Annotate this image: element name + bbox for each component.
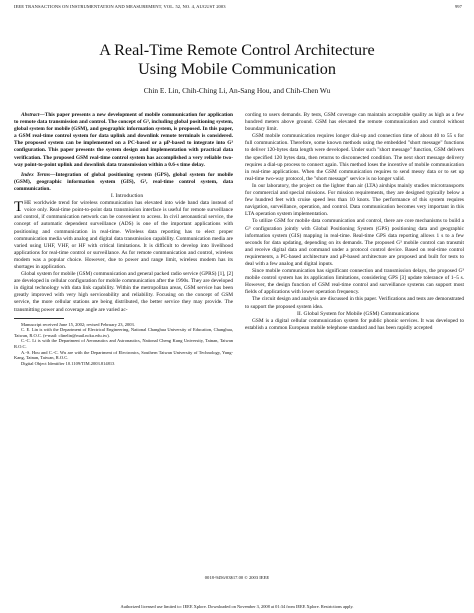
right-paragraph-6: GSM is a digital cellular communication system for public phonic services. It was developed to establish a common European mobile telephone standard and has been rapidly accepted bbox=[245, 317, 464, 331]
right-paragraph-2: In our laboratory, the project on the lighter than air (LTA) airships mainly studies microtransports for commercial and special missions. For mission requirements, they are designed typically below a few hundred feet with cruise speed less than 10 knots. The performance of this system requires navigation, surveillance, operation, and control. Data communication becomes very important in this LTA operation system implementation. bbox=[245, 182, 464, 218]
right-paragraph-4: Since mobile communication has significant connection and transmission delays, the proposed G³ mobile control system has its application limitations, considering GPS [3] update tolerance of 1–5 s. However, the design function of GSM real-time control and surveillance systems can support most fields of applications with lower operation frequency. bbox=[245, 268, 464, 296]
footnote-rule bbox=[14, 318, 64, 319]
title-line-2: Using Mobile Communication bbox=[138, 59, 336, 78]
footnote-author-2: C.-C. Li is with the Department of Aeronautics and Astronautics, National Cheng Kung University, Tainan, Taiwan R.O.C. bbox=[14, 338, 233, 349]
intro-paragraph-1-text: HE worldwide trend for wireless communication has elevated into wide band data instead of voice only. Real-time point-to-point data transmission interface is useful for remote surveillance and control, if communication network can be convenient to access. In civil aeronautical service, the concept of automatic dependent surveillance (ADS) is one of the important applications with positioning and communication in real-time. Wireless data reporting has to elect proper communication media with analog and digital data transmission capability. Communication media are varied using UHF, VHF, or HF with critical limitations. It is difficult to develop into livelihood applications for real-time control or surveillance. As for remote communication and control, wireless modem was a popular choice. However, due to power and range limit, wireless modem has its shortages in application. bbox=[14, 200, 233, 270]
right-paragraph-1: GSM mobile communication requires longer dial-up and connection time of about 40 to 55 s for full communication. Therefore, some known methods using the embedded "short message" functions to deliver 120-bytes data length were developed. Under such "short message" function, GSM delivers the specified 120 bytes data, then returns to disconnected condition. The next short message delivery requires a dial-up process to connect again. This method loses the incentive of mobile communication in real-time applications. When the GSM communication requires to send messy data or to set up real-time two-way protocol, the "short message" service is no longer valid. bbox=[245, 133, 464, 182]
running-header bbox=[14, 4, 462, 12]
intro-paragraph-2: Global system for mobile (GSM) communication and general packed radio service (GPRS) [1], [2] are developed in cellular configuration for mobile communication after the 1990s. They are developed in digital technology with data link capability. Within the metropolitan areas, GSM service has been greatly improved with very high serviceability and reliability. Focusing on the concept of GSM service, the more cellular stations are being distributed, the better service they may provide. The transmitting power and coverage angle are varied ac- bbox=[14, 271, 233, 313]
section-heading-gsm: II. Global System for Mobile (GSM) Communications bbox=[297, 310, 419, 317]
journal-name: IEEE TRANSACTIONS ON INSTRUMENTATION AND MEASUREMENT, VOL. 52, NO. 4, AUGUST 2003 bbox=[14, 4, 226, 9]
left-column bbox=[14, 112, 233, 366]
section-heading-introduction: I. Introduction bbox=[110, 193, 144, 200]
index-terms bbox=[14, 172, 233, 193]
footnotes bbox=[14, 318, 233, 367]
drop-cap: T bbox=[14, 199, 24, 216]
abstract-label: Abstract— bbox=[21, 112, 45, 118]
footnote-author-1: C. E. Lin is with the Department of Electrical Engineering, National Changhua University of Education, Changhua, Taiwan, R.O.C. (e-mail: clinelin@mail.ncku.edu.tw). bbox=[14, 327, 233, 338]
license-notice: Authorized licensed use limited to: IEEE Xplore. Downloaded on November 3, 2008 at 01:34 from IEEE Xplore. Restrictions apply. bbox=[120, 604, 354, 609]
footnote-doi: Digital Object Identifier 10.1109/TIM.2003.814813 bbox=[21, 360, 115, 366]
paper-title bbox=[0, 41, 474, 78]
right-paragraph-0: cording to users demands. By tests, GSM coverage can maintain acceptable quality as high as a few hundred meters above ground. GSM has elevated the remote communication and control without boundary limit. bbox=[245, 112, 464, 133]
right-paragraph-5: The circuit design and analysis are discussed in this paper. Verifications and tests are demonstrated to support the proposed system idea. bbox=[245, 296, 464, 310]
title-line-1: A Real-Time Remote Control Architecture bbox=[99, 41, 375, 59]
right-column bbox=[245, 112, 464, 332]
page-number: 997 bbox=[454, 4, 462, 9]
intro-paragraph-1 bbox=[14, 200, 233, 271]
author-list: Chin E. Lin, Chih-Ching Li, An-Sang Hou, and Chih-Chen Wu bbox=[143, 86, 331, 95]
index-terms-label: Index Terms— bbox=[21, 171, 56, 178]
footnote-received: Manuscript received June 15, 2002; revised February 23, 2003. bbox=[21, 321, 135, 327]
index-terms-text: Integration of global positioning system (GPS), global system for mobile (GSM), geographic information system (GIS), G³, real-time control system, data communication. bbox=[14, 171, 233, 192]
abstract-text: This paper presents a new development of mobile communication for application to remote data transmission and control. The concept of G³, including global positioning system, global system for mobile (GSM), and geographic information system, is proposed. In this paper, a GSM real-time control system for data uplink and downlink remote terminals is considered. The proposed system can be implemented on a PC-based or a μP-based to integrate into G³ configuration. This paper presents the system design and implementation with practical data verification. The proposed GSM real-time control system has accomplished a very reliable two-way point-to-point uplink and downlink data transmission within a 0.6-s time delay. bbox=[14, 112, 233, 168]
right-paragraph-3: To utilize GSM for mobile data communication and control, there are core mechanisms to build a G³ configuration jointly with Global Positioning System (GPS) positioning data and geographic information system (GIS) mapping in real-time. Real-time GPS data reporting allows 1 s to a few seconds for data updating, depending on its demands. The proposed G³ mobile control can transmit and receive digital data and command under a protocol control device. Based on real-time control requirements, a PC-based architecture and μP-based architecture are proposed and built for tests to deal with a few analog and digital inputs. bbox=[245, 218, 464, 267]
abstract bbox=[14, 112, 233, 169]
footnote-author-3: A.-S. Hou and C.-C. Wu are with the Department of Electronics, Southern Taiwan University of Technology, Yung-Kang, Tainan, Taiwan, R.O.C. bbox=[14, 349, 233, 361]
copyright-footer: 0018-9456/03$17.00 © 2003 IEEE bbox=[204, 575, 270, 580]
